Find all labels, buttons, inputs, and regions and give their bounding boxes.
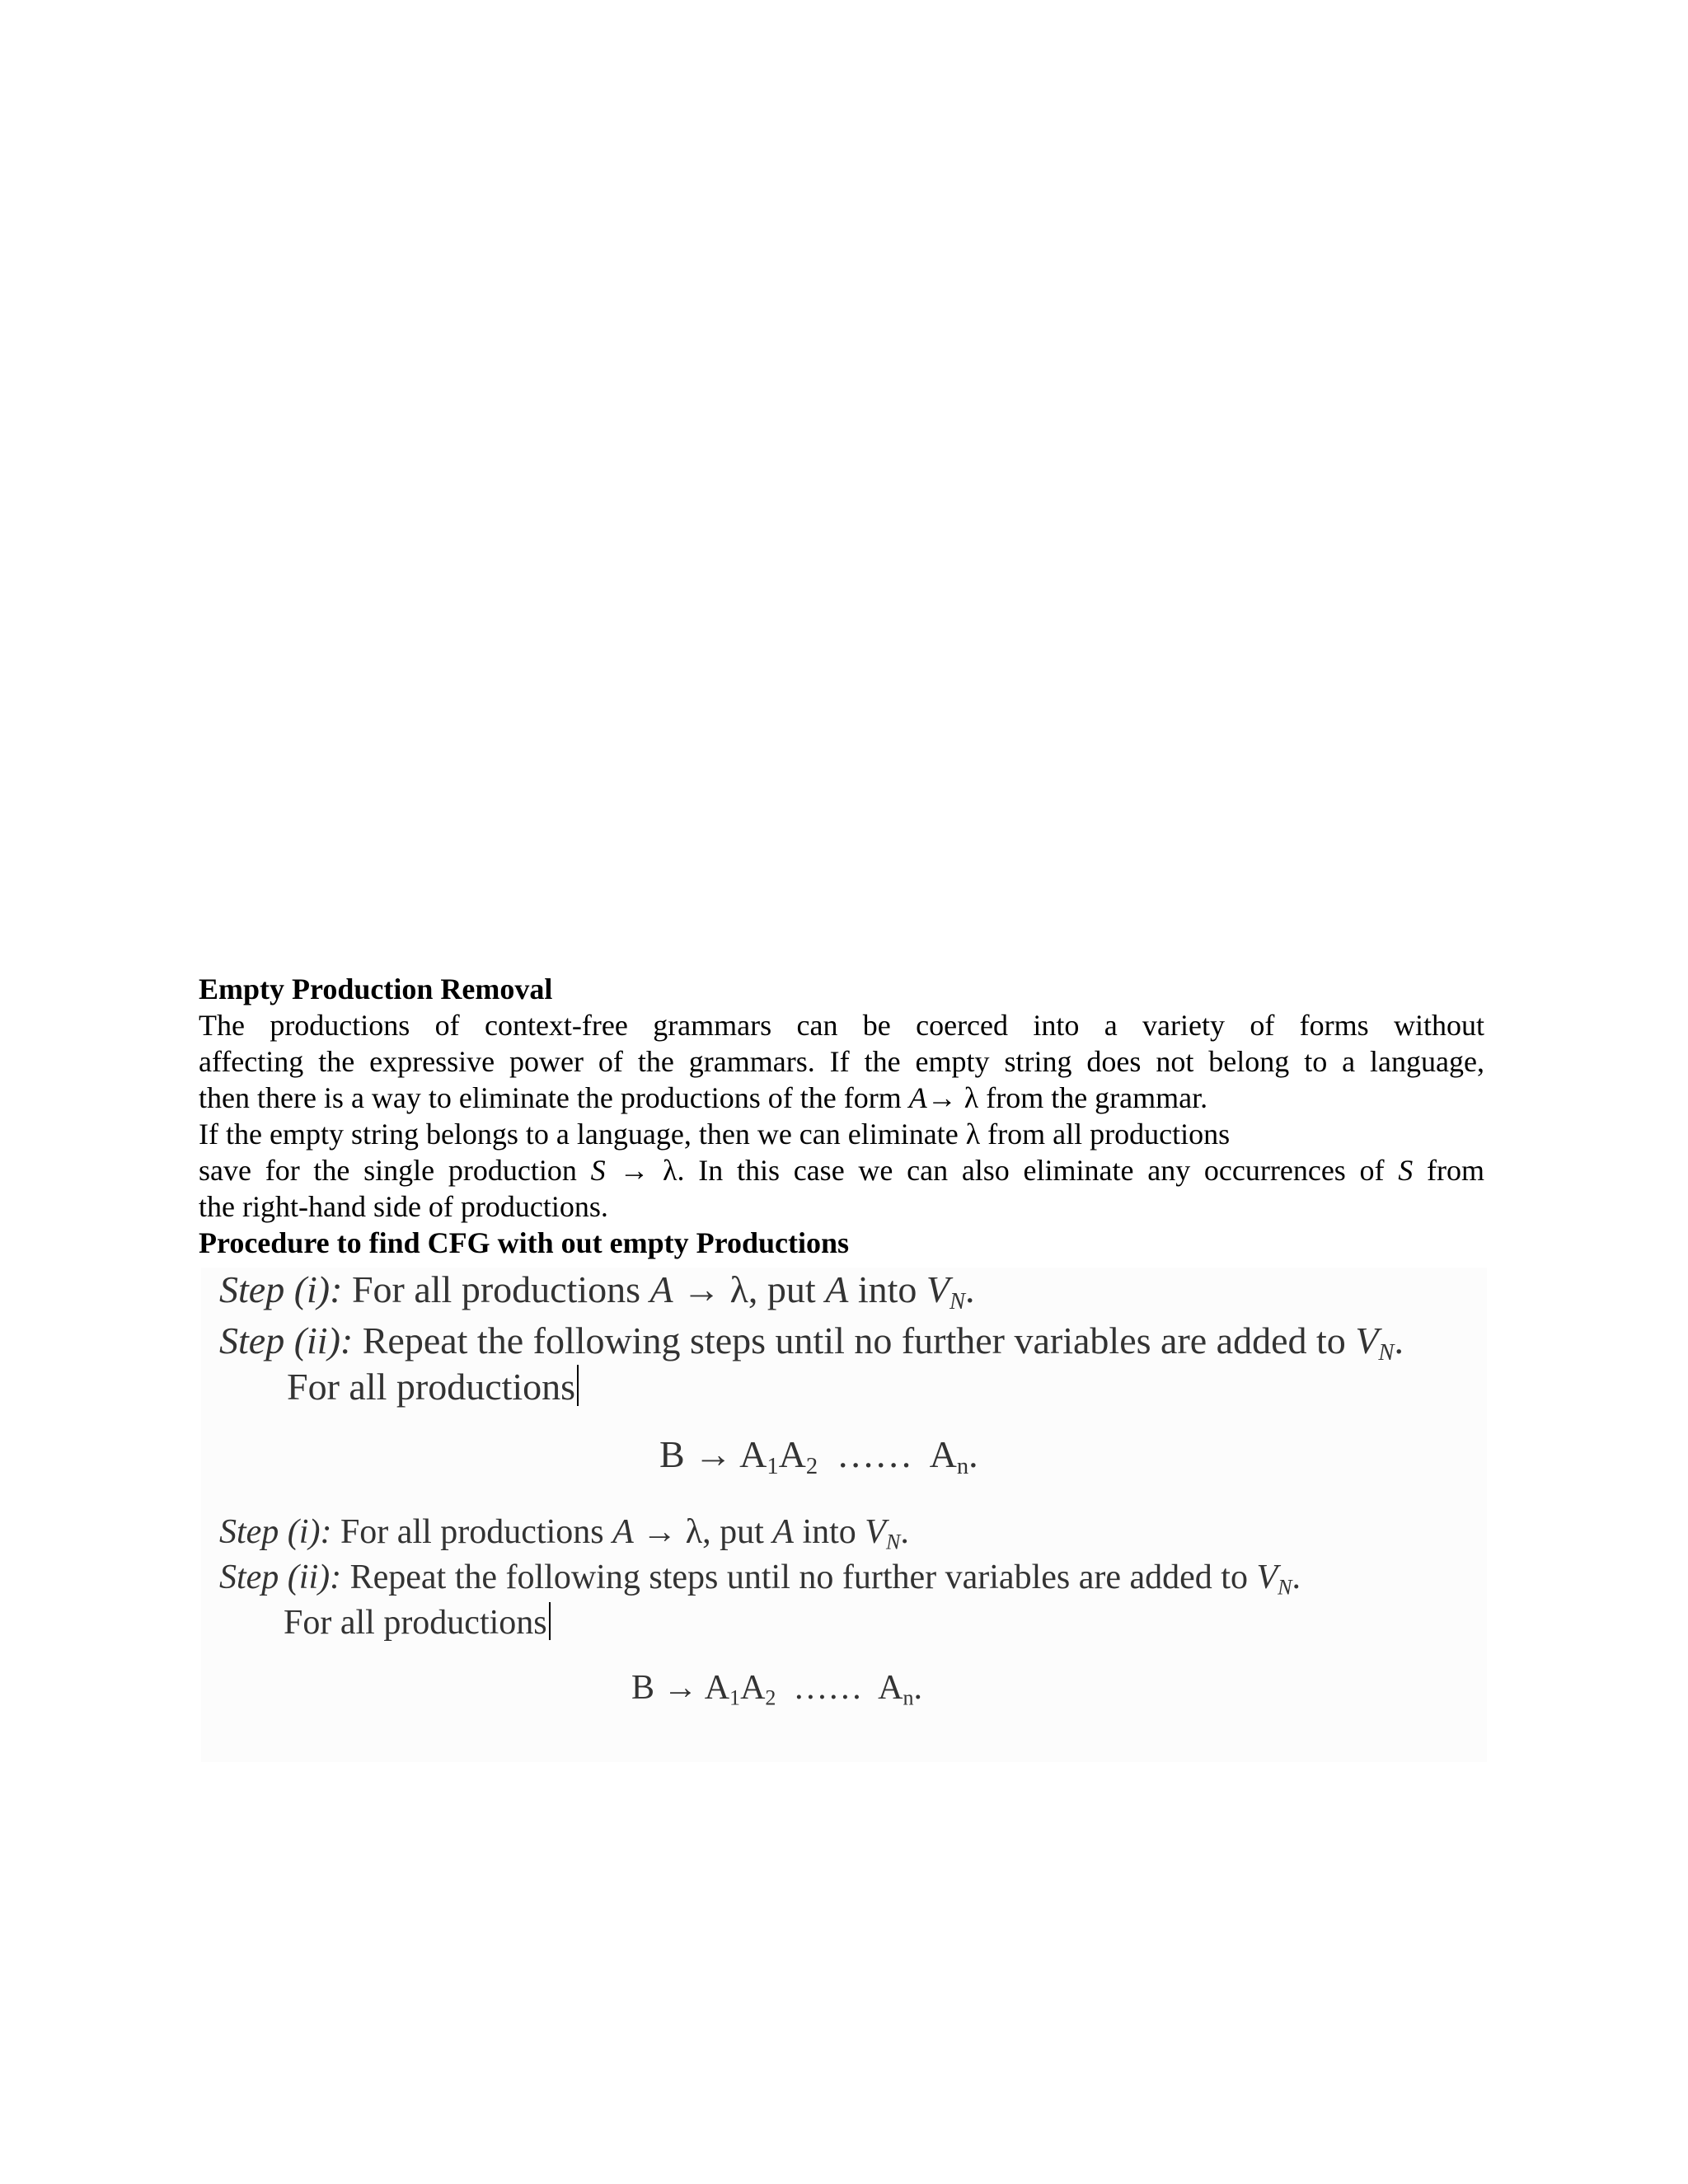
text-cursor [577, 1365, 579, 1406]
step1-text: For all productions [331, 1513, 613, 1551]
step1-text: For all productions [342, 1268, 650, 1310]
var-a: A [649, 1268, 673, 1310]
ellipsis: …… [818, 1433, 930, 1475]
procedure-figure [201, 1268, 1487, 1762]
p2-mid: . In this case we can also eliminate any occurrences of [677, 1154, 1399, 1187]
procedure-title: Procedure to find CFG with out empty Productions [199, 1226, 849, 1259]
section-title: Empty Production Removal [199, 972, 553, 1005]
sub-n: n [956, 1453, 969, 1479]
p2-arrow: → λ [605, 1154, 678, 1187]
paragraph2-line1: If the empty string belongs to a language, then we can eliminate λ from all productions [199, 1118, 1231, 1151]
arrow-lambda: → λ, put [633, 1513, 773, 1551]
period: . [1292, 1558, 1301, 1596]
step2-line [219, 1558, 1301, 1600]
paragraph1-tail: from the grammar. [978, 1081, 1208, 1114]
production-formula [631, 1668, 922, 1708]
step1-line [219, 1268, 975, 1315]
period: . [968, 1433, 978, 1475]
ellipsis: …… [776, 1669, 879, 1707]
text-cursor [549, 1602, 551, 1640]
var-v: V [1355, 1319, 1379, 1361]
production-formula [659, 1432, 978, 1479]
into-text: into [793, 1513, 865, 1551]
var-a: A [825, 1268, 849, 1310]
for-all-text: For all productions [284, 1604, 547, 1642]
arrow-lambda: → λ, put [673, 1268, 826, 1310]
sub-n: N [885, 1530, 901, 1554]
sub-2: 2 [805, 1453, 818, 1479]
var-s: S [590, 1154, 606, 1187]
step1-line [219, 1512, 909, 1552]
var-a1: A [739, 1433, 767, 1475]
var-a1: A [704, 1669, 730, 1707]
sub-2: 2 [765, 1685, 776, 1710]
paragraph1-line3-text: then there is a way to eliminate the productions of the form [199, 1081, 909, 1114]
sub-n: n [903, 1685, 914, 1710]
step2-text: Repeat the following steps until no further variables are added to [341, 1558, 1257, 1596]
p2-post: from [1413, 1154, 1484, 1187]
into-text: into [848, 1268, 926, 1310]
var-an: A [878, 1669, 903, 1707]
arrow: → [654, 1669, 705, 1707]
sub-1: 1 [729, 1685, 741, 1710]
paragraph1-line1: The productions of context-free grammars can be coerced into a variety of forms without [199, 1009, 1484, 1042]
step2-text: Repeat the following steps until no further variables are added to [353, 1319, 1356, 1361]
var-v: V [926, 1268, 950, 1310]
period: . [900, 1513, 909, 1551]
period: . [965, 1268, 975, 1310]
p2-pre: save for the single production [199, 1154, 591, 1187]
var-a2: A [778, 1433, 806, 1475]
var-v: V [865, 1513, 886, 1551]
sub-n: N [1278, 1575, 1292, 1600]
step2-line [219, 1319, 1404, 1366]
paragraph1-line3 [199, 1080, 1484, 1116]
sub-1: 1 [767, 1453, 779, 1479]
paragraph2-line2 [199, 1152, 1484, 1188]
period: . [913, 1669, 922, 1707]
var-b: B [659, 1433, 685, 1475]
paragraph1-line2: affecting the expressive power of the grammars. If the empty string does not belong to a language, [199, 1045, 1484, 1078]
paragraph2-line3: the right-hand side of productions. [199, 1190, 608, 1223]
step2-label: Step (ii): [219, 1558, 342, 1596]
arrow-lambda: → λ [926, 1081, 979, 1114]
sub-n: N [950, 1288, 966, 1315]
period: . [1394, 1319, 1404, 1361]
step1-label: Step (i): [219, 1268, 343, 1310]
step2-label: Step (ii): [219, 1319, 354, 1361]
arrow: → [684, 1433, 740, 1475]
step1-label: Step (i): [219, 1513, 332, 1551]
var-v: V [1256, 1558, 1278, 1596]
for-all-line [287, 1365, 579, 1408]
for-all-text: For all productions [287, 1366, 576, 1408]
var-a: A [772, 1513, 794, 1551]
var-a: A [612, 1513, 634, 1551]
document-body [199, 971, 1484, 1261]
for-all-line [284, 1602, 551, 1643]
var-a2: A [740, 1669, 766, 1707]
sub-n: N [1378, 1339, 1395, 1366]
var-a: A [908, 1081, 927, 1114]
var-an: A [929, 1433, 957, 1475]
var-b: B [631, 1669, 655, 1707]
var-s2: S [1398, 1154, 1414, 1187]
